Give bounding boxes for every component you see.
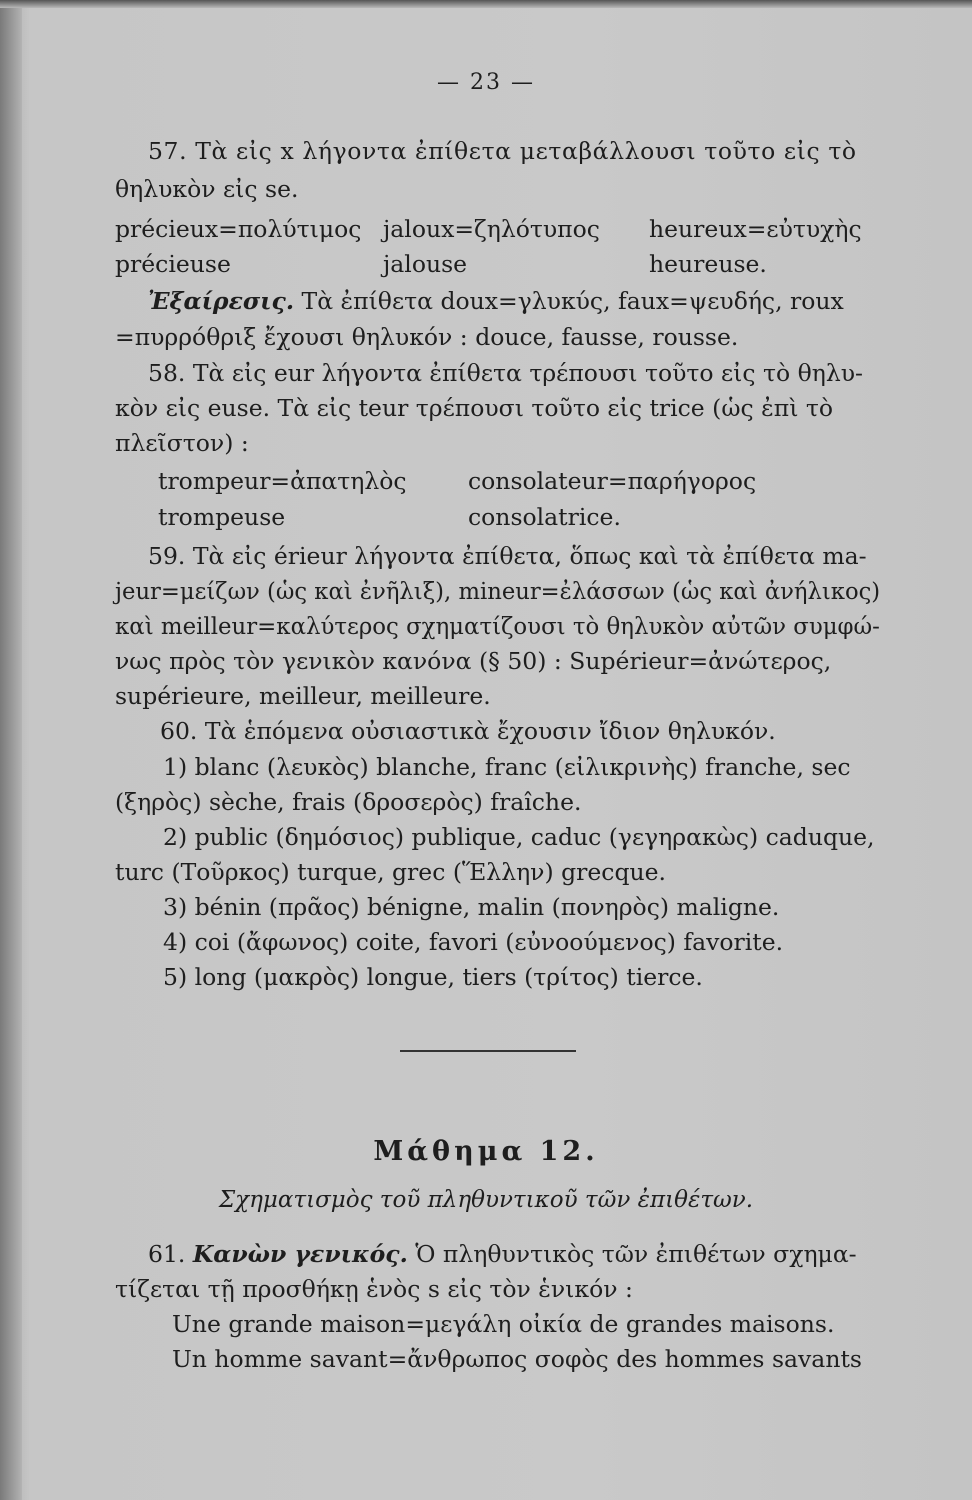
- lesson-title: Μάθημα 12.: [373, 1136, 599, 1167]
- text-line: [148, 1240, 857, 1268]
- table-cell: heureux=εὐτυχὴς: [649, 215, 862, 243]
- text-line: 4) coi (ἄφωνος) coite, favori (εὐνοούμενος) favorite.: [163, 928, 784, 956]
- table-cell: précieux=πολύτιμος: [115, 215, 362, 243]
- text-line: [148, 287, 844, 315]
- text-line: θηλυκὸν εἰς se.: [115, 175, 299, 203]
- table-cell: heureuse.: [649, 250, 767, 278]
- page-left-shadow: [0, 0, 22, 1500]
- page-number: — 23 —: [437, 70, 535, 95]
- text-line: Une grande maison=μεγάλη οἰκία de grandes maisons.: [172, 1310, 835, 1338]
- rule-heading: Κανὼν γενικός.: [192, 1240, 408, 1268]
- rule-number: 61.: [148, 1240, 186, 1268]
- text-line: supérieure, meilleur, meilleure.: [115, 682, 491, 710]
- text-line: κὸν εἰς euse. Τὰ εἰς teur τρέπουσι τοῦτο εἰς trice (ὡς ἐπὶ τὸ: [115, 394, 834, 422]
- text-line: 59. Τὰ εἰς érieur λήγοντα ἐπίθετα, ὅπως καὶ τὰ ἐπίθετα ma-: [148, 542, 867, 570]
- text-line: 2) public (δημόσιος) publique, caduc (γεγηρακὼς) caduque,: [163, 823, 875, 851]
- text-line: 5) long (μακρὸς) longue, tiers (τρίτος) tierce.: [163, 963, 703, 991]
- text-line: (ξηρὸς) sèche, frais (δροσερὸς) fraîche.: [115, 788, 582, 816]
- text-span: Ὁ πληθυντικὸς τῶν ἐπιθέτων σχημα-: [407, 1240, 857, 1268]
- section-divider: [400, 1050, 576, 1052]
- text-line: τίζεται τῇ προσθήκῃ ἑνὸς s εἰς τὸν ἑνικόν :: [115, 1275, 633, 1303]
- text-line: καὶ meilleur=καλύτερος σχηματίζουσι τὸ θηλυκὸν αὐτῶν συμφώ-: [115, 612, 880, 640]
- lesson-subtitle: Σχηματισμὸς τοῦ πληθυντικοῦ τῶν ἐπιθέτων.: [218, 1187, 754, 1213]
- text-line: νως πρὸς τὸν γενικὸν κανόνα (§ 50) : Supérieur=ἀνώτερος,: [115, 647, 832, 675]
- text-line: πλεῖστον) :: [115, 429, 249, 457]
- text-line: jeur=μείζων (ὡς καὶ ἐνῆλιξ), mineur=ἐλάσσων (ὡς καὶ ἀνήλικος): [115, 577, 881, 605]
- table-cell: trompeur=ἀπατηλὸς: [158, 467, 407, 495]
- table-cell: précieuse: [115, 250, 231, 278]
- text-line: turc (Τοῦρκος) turque, grec (Ἕλλην) grecque.: [115, 858, 666, 886]
- text-line: 3) bénin (πρᾶος) bénigne, malin (πονηρὸς) maligne.: [163, 893, 780, 921]
- text-line: Un homme savant=ἄνθρωπος σοφὸς des hommes savants: [172, 1345, 862, 1373]
- text-line: 58. Τὰ εἰς eur λήγοντα ἐπίθετα τρέπουσι τοῦτο εἰς τὸ θηλυ-: [148, 359, 863, 387]
- table-cell: consolatrice.: [468, 503, 621, 531]
- text-span: Τὰ ἐπίθετα doux=γλυκύς, faux=ψευδής, roux: [294, 287, 844, 315]
- exception-heading: Ἐξαίρεσις.: [148, 287, 295, 315]
- text-line: =πυρρόθριξ ἔχουσι θηλυκόν : douce, fausse, rousse.: [115, 323, 739, 351]
- table-cell: jaloux=ζηλότυπος: [383, 215, 600, 243]
- table-cell: jalouse: [383, 250, 468, 278]
- text-line: 1) blanc (λευκὸς) blanche, franc (εἰλικρινὴς) franche, sec: [163, 753, 851, 781]
- page-top-shadow: [0, 0, 972, 8]
- table-cell: trompeuse: [158, 503, 286, 531]
- text-line: 57. Τὰ εἰς x λήγοντα ἐπίθετα μεταβάλλουσι τοῦτο εἰς τὸ: [148, 137, 857, 165]
- text-line: 60. Τὰ ἑπόμενα οὐσιαστικὰ ἔχουσιν ἴδιον θηλυκόν.: [160, 717, 776, 745]
- table-cell: consolateur=παρήγορος: [468, 467, 757, 495]
